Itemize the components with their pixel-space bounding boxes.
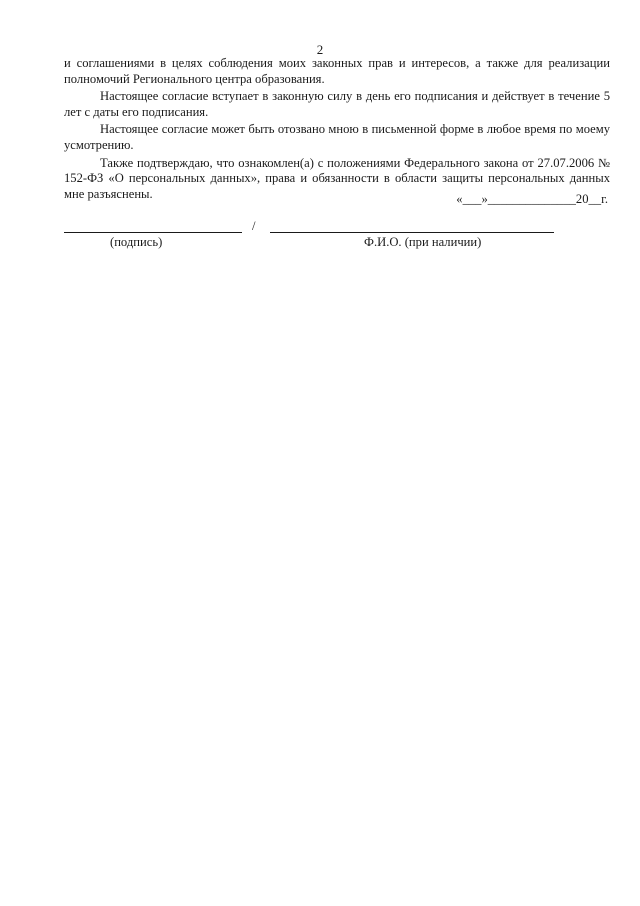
paragraph-confirmation: Также подтверждаю, что ознакомлен(а) с положениями Федерального закона от 27.07.2006 № 152-ФЗ «О персональных данных», права и обязанности в области защиты персональных данных мне разъяснены. bbox=[64, 155, 610, 201]
paragraph-validity: Настоящее согласие вступает в законную силу в день его подписания и действует в течение 5 лет с даты его подписания. bbox=[64, 89, 610, 119]
full-name-line bbox=[270, 232, 554, 233]
signature-caption: (подпись) bbox=[110, 235, 163, 249]
paragraph-revocation: Настоящее согласие может быть отозвано мною в письменной форме в любое время по моему усмотрению. bbox=[64, 122, 610, 152]
paragraph-continuation: и соглашениями в целях соблюдения моих законных прав и интересов, а также для реализации полномочий Регионального центра образования. bbox=[64, 56, 610, 86]
page-number: 2 bbox=[316, 42, 324, 57]
full-name-caption: Ф.И.О. (при наличии) bbox=[364, 235, 482, 249]
document-body bbox=[64, 56, 610, 204]
date-line: «___»______________20__г. bbox=[456, 192, 608, 206]
signature-line bbox=[64, 232, 242, 233]
signature-separator: / bbox=[252, 219, 256, 233]
